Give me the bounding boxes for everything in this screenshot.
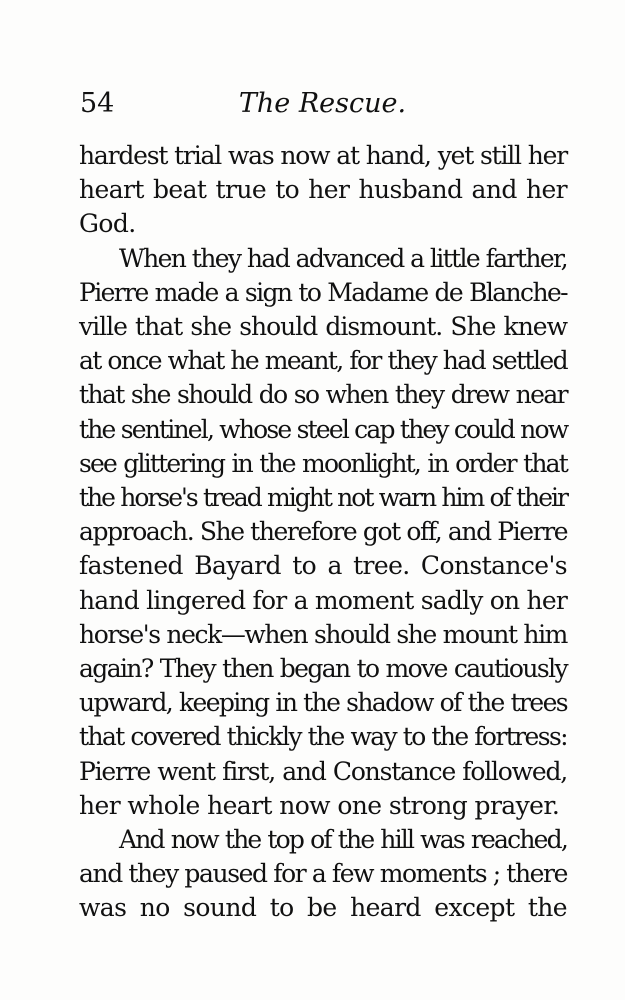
text-line: upward, keeping in the shadow of the trees: [79, 688, 567, 718]
text-line: was no sound to be heard except the: [79, 893, 567, 923]
text-line: that covered thickly the way to the fortress:: [79, 722, 567, 752]
text-line: horse's neck—when should she mount him: [79, 619, 567, 649]
text-line: her whole heart now one strong prayer.: [79, 790, 560, 820]
text-line: approach. She therefore got off, and Pierre: [79, 517, 568, 547]
text-line: at once what he meant, for they had settled: [79, 346, 567, 376]
text-line: again? They then began to move cautiously: [79, 654, 567, 684]
text-line: fastened Bayard to a tree. Constance's: [79, 551, 567, 581]
text-line: heart beat true to her husband and her: [79, 175, 567, 205]
text-line: ville that she should dismount. She knew: [79, 312, 567, 342]
running-title: The Rescue.: [238, 88, 407, 119]
page-header: [80, 84, 565, 124]
text-line: hand lingered for a moment sadly on her: [79, 585, 567, 615]
paragraph-first-line: And now the top of the hill was reached,: [119, 825, 567, 855]
body-text: [79, 139, 567, 926]
text-line: God.: [79, 209, 136, 239]
text-line: the horse's tread might not warn him of their: [79, 483, 567, 513]
text-line: Pierre went first, and Constance followed,: [79, 756, 567, 786]
text-line: Pierre made a sign to Madame de Blanche-: [79, 277, 567, 307]
text-line: see glittering in the moonlight, in order that: [79, 448, 567, 478]
text-line: hardest trial was now at hand, yet still her: [79, 141, 567, 170]
text-line: and they paused for a few moments ; there: [79, 859, 567, 889]
paragraph-first-line: When they had advanced a little farther,: [119, 243, 567, 273]
text-line: that she should do so when they drew near: [79, 380, 567, 410]
page-number: 54: [80, 88, 115, 119]
text-line: the sentinel, whose steel cap they could now: [79, 414, 568, 444]
